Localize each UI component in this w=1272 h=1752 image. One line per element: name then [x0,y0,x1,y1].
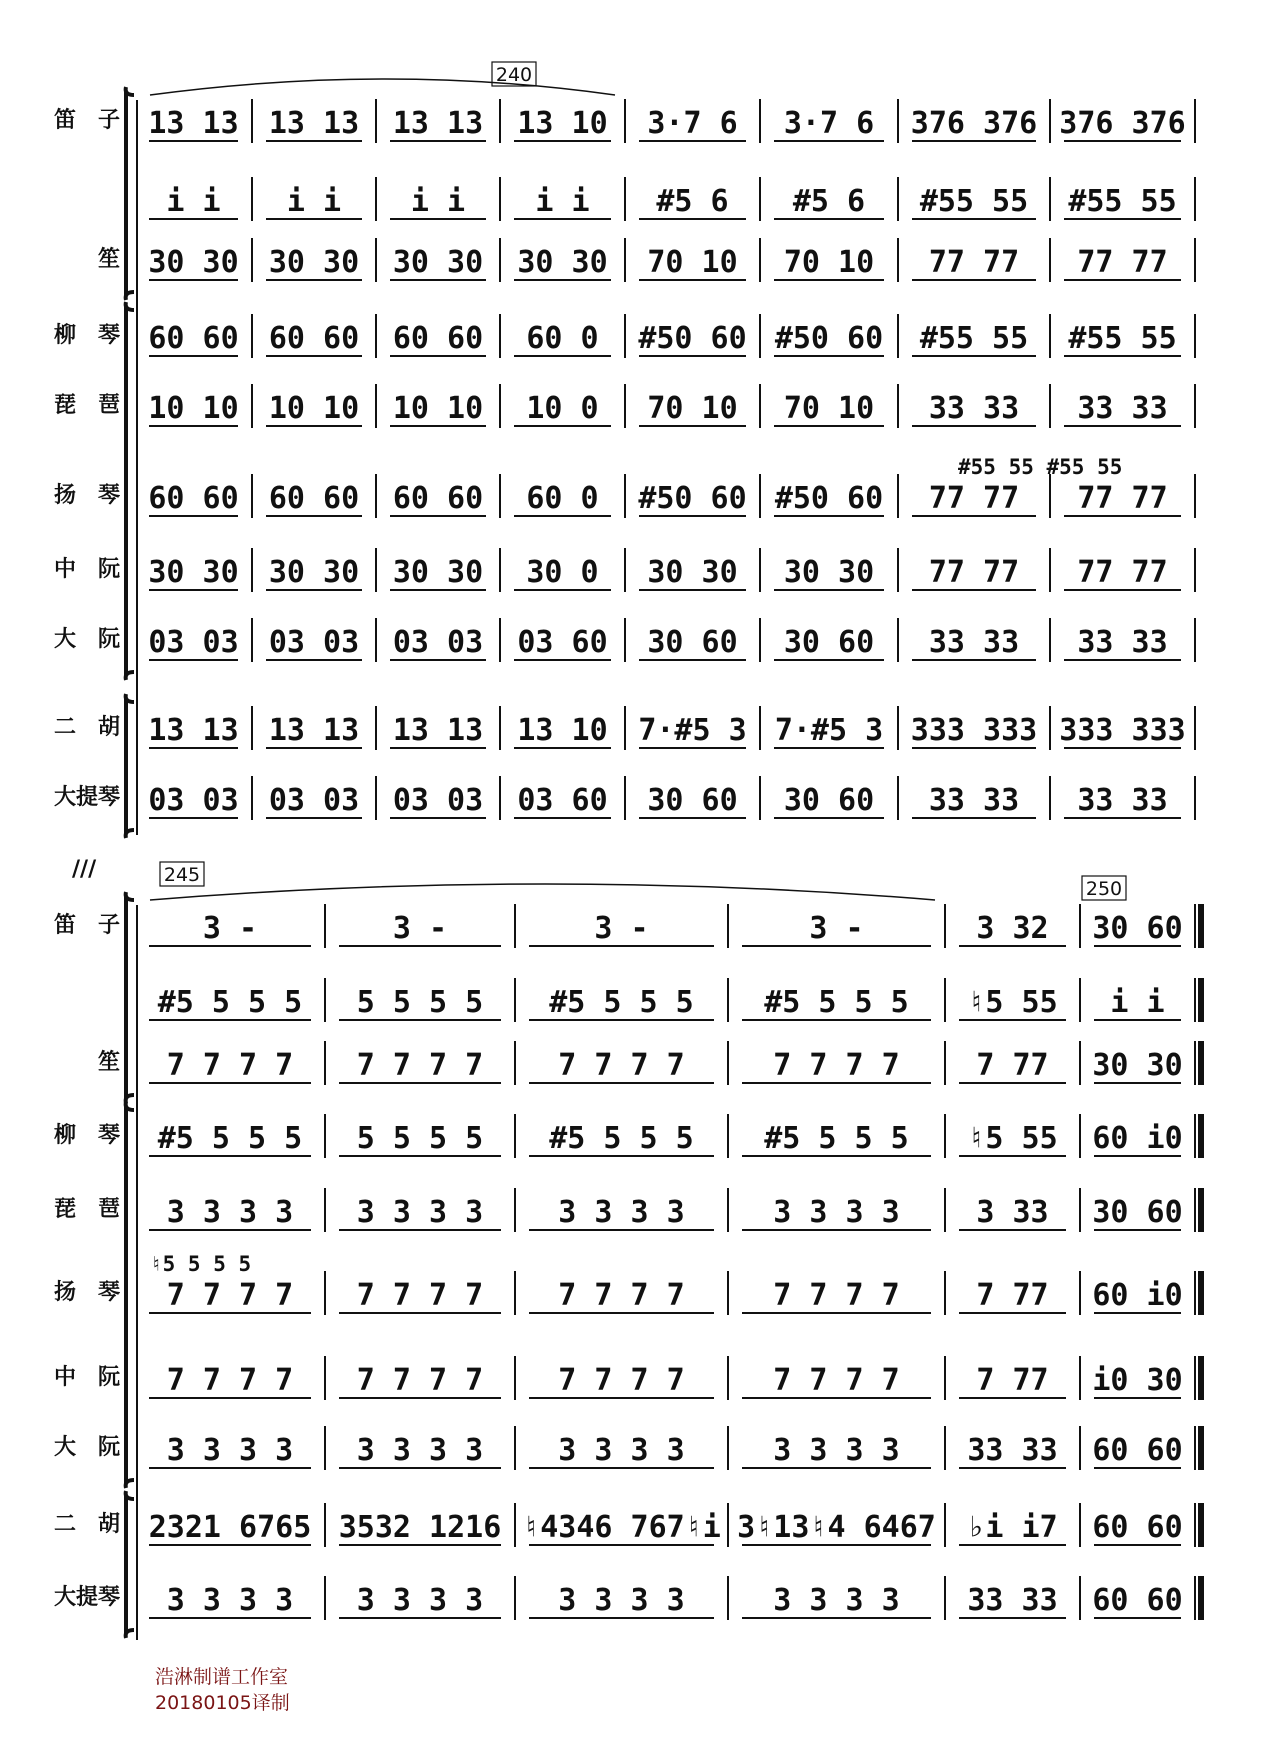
note-group: 3 3 3 3 [356,1433,484,1468]
note-group: 7 77 [976,1363,1049,1398]
note-group: 60 60 [392,481,484,516]
instrument-label: 大提琴 [53,785,120,810]
note-group: 13 13 [268,106,360,141]
note-group: 3 - [594,911,649,946]
note-group: ♮5 55 [967,1121,1058,1156]
note-group: #5 5 5 5 [157,985,303,1020]
note-group: 03 60 [517,625,608,660]
note-group: 3·7 6 [647,106,738,141]
note-group: 60 60 [148,321,239,356]
note-group: 60 60 [1092,1510,1183,1545]
note-group: 3 3 3 3 [166,1583,294,1618]
staff-group-bracket [126,87,134,300]
measure-number: 245 [163,864,201,886]
note-group: 30 30 [1092,1048,1183,1083]
note-group: ♭i i7 [967,1510,1058,1545]
note-group: #55 55 [1068,321,1177,356]
instrument-label: 扬 琴 [53,483,120,508]
note-group: 77 77 [928,555,1020,590]
note-group: #5 5 5 5 [549,985,694,1020]
instrument-label: 琵 琶 [53,393,120,418]
note-group: 333 333 [1059,713,1186,748]
note-group: i i [410,184,466,219]
note-group: 60 60 [1092,1433,1183,1468]
note-group: 60 60 [268,481,360,516]
note-group: 30 30 [268,555,360,590]
note-group: 7 7 7 7 [166,1048,294,1083]
note-group: #5 5 5 5 [764,1121,909,1156]
note-group: i i [166,184,221,219]
note-group: 7·#5 3 [638,713,747,748]
note-group: 7 7 7 7 [773,1278,900,1313]
instrument-label: 大 阮 [53,627,120,652]
note-group: 70 10 [783,391,875,426]
note-group: 33 33 [928,391,1020,426]
note-group: 77 77 [1077,245,1168,280]
note-group: #5 6 [656,184,729,219]
staff-group-bracket [126,892,134,1103]
note-group: 70 10 [783,245,875,280]
note-group: 7 77 [976,1048,1049,1083]
note-group: 3 32 [976,911,1049,946]
note-group: 13 13 [392,106,484,141]
note-group: 30 60 [783,783,875,818]
note-group: 3 3 3 3 [558,1195,685,1230]
note-group: 30 30 [148,555,239,590]
note-group: 33 33 [1077,625,1168,660]
note-group: #5 6 [792,184,866,219]
note-group: 60 60 [392,321,484,356]
note-group: 3 3 3 3 [558,1433,685,1468]
note-group: 7 7 7 7 [166,1278,294,1313]
instrument-label: 笙 [97,1050,120,1075]
note-group: 30 30 [392,245,484,280]
note-group: 03 60 [517,783,608,818]
note-group: 3 3 3 3 [773,1433,900,1468]
instrument-label: 二 胡 [53,715,120,740]
note-group: 70 10 [647,245,738,280]
note-group: 5 5 5 5 [356,985,484,1020]
note-group: #50 60 [638,481,747,516]
measure-number: 250 [1085,878,1123,900]
note-group: 30 0 [526,555,599,590]
note-group: i i [1110,985,1165,1020]
score-decor [126,79,1201,1640]
note-group: 13 10 [517,713,608,748]
note-group: 30 60 [783,625,875,660]
note-group: 03 03 [148,783,239,818]
note-group: 03 03 [148,625,239,660]
note-group: #5 5 5 5 [549,1121,694,1156]
note-group: 3 3 3 3 [773,1583,900,1618]
note-group: i0 30 [1092,1363,1183,1398]
note-group: #50 60 [774,481,884,516]
note-group: 3 - [202,911,258,946]
note-group: 3 - [392,911,448,946]
note-group: 30 30 [783,555,875,590]
note-group: 7 7 7 7 [773,1048,900,1083]
note-group: 3 3 3 3 [356,1195,484,1230]
note-group: 30 60 [1092,911,1183,946]
note-group: 60 0 [526,481,599,516]
note-group: ♮4346 767♮i [522,1510,721,1545]
note-group: 376 376 [910,106,1038,141]
note-group: 33 33 [1077,391,1168,426]
instrument-label: 笙 [97,247,120,272]
note-group: 3♮13♮4 6467 [737,1510,936,1545]
note-group: 3 3 3 3 [558,1583,685,1618]
note-group: 13 10 [517,106,608,141]
note-group: 77 77 [928,245,1020,280]
note-group: 33 33 [928,783,1020,818]
note-group: 60 60 [1092,1583,1183,1618]
note-group: 30 30 [268,245,360,280]
note-group: 30 60 [1092,1195,1183,1230]
note-group: #50 60 [774,321,884,356]
note-group: 10 0 [526,391,599,426]
note-group: 7 7 7 7 [773,1363,900,1398]
note-group: 7 7 7 7 [356,1048,484,1083]
instrument-label: 笛 子 [53,913,120,938]
note-group: 3 3 3 3 [356,1583,484,1618]
instrument-label: 琵 琶 [53,1197,120,1222]
note-group: ♮5 55 [967,985,1058,1020]
note-group: 13 13 [268,713,360,748]
note-group: 13 13 [392,713,484,748]
note-group: 2321 6765 [148,1510,312,1545]
note-group: 3·7 6 [783,106,875,141]
note-group: #55 55 [919,184,1029,219]
staff-group-bracket [126,1491,134,1638]
phrase-slur [150,79,615,95]
instrument-label: 大 阮 [53,1435,120,1460]
note-group: #5 5 5 5 [157,1121,303,1156]
note-group: 7 7 7 7 [166,1363,294,1398]
system-break-mark: /// [72,857,97,882]
note-group: 10 10 [392,391,484,426]
note-group: 33 33 [1077,783,1168,818]
note-group: #50 60 [638,321,747,356]
note-group: i i [535,184,590,219]
instrument-label: 柳 琴 [53,1123,120,1148]
note-group: 13 13 [148,713,239,748]
note-group: 77 77 [928,481,1020,516]
note-group: 03 03 [268,783,360,818]
note-group: 3 3 3 3 [166,1433,294,1468]
note-group: 33 33 [928,625,1020,660]
instrument-label: 中 阮 [53,557,120,582]
instrument-label: 柳 琴 [53,323,120,348]
note-group: 376 376 [1059,106,1186,141]
note-group: 30 30 [148,245,239,280]
note-group: 30 30 [647,555,738,590]
credit-studio: 浩淋制谱工作室 [155,1666,289,1688]
note-group: 30 60 [647,783,738,818]
note-group: 333 333 [910,713,1038,748]
note-group: 7 7 7 7 [558,1363,685,1398]
note-group: 33 33 [967,1433,1058,1468]
note-group: 10 10 [148,391,239,426]
note-group: 3 3 3 3 [166,1195,294,1230]
note-group: 7 7 7 7 [558,1278,685,1313]
instrument-label: 二 胡 [53,1512,120,1537]
instrument-label: 扬 琴 [53,1280,120,1305]
note-group: 60 i0 [1092,1278,1183,1313]
note-group: i i [286,184,342,219]
note-group: 5 5 5 5 [356,1121,484,1156]
note-group: 60 0 [526,321,599,356]
note-group: 3 33 [976,1195,1049,1230]
note-group: 7 7 7 7 [356,1363,484,1398]
note-group: 7 7 7 7 [356,1278,484,1313]
note-group: 30 30 [392,555,484,590]
note-group: #55 55 [1068,184,1177,219]
note-group: 7 77 [976,1278,1049,1313]
note-group: 03 03 [392,625,484,660]
note-group: #55 55 [919,321,1029,356]
note-group: 77 77 [1077,555,1168,590]
upper-voice-notes: ♮5 5 5 5 [150,1252,252,1276]
instrument-label: 大提琴 [53,1585,120,1610]
staff-group-bracket [126,302,134,680]
staff-group-bracket [126,694,134,838]
note-group: 60 i0 [1092,1121,1183,1156]
note-group: 30 60 [647,625,738,660]
instrument-label: 中 阮 [53,1365,120,1390]
upper-voice-notes: #55 55 #55 55 [958,455,1123,479]
credit-date: 20180105译制 [155,1692,290,1714]
note-group: 03 03 [268,625,360,660]
note-group: 7·#5 3 [774,713,884,748]
note-group: 70 10 [647,391,738,426]
note-group: 10 10 [268,391,360,426]
note-group: 3 - [809,911,864,946]
note-group: 03 03 [392,783,484,818]
staff-group-bracket [126,1102,134,1488]
instrument-label: 笛 子 [53,108,120,133]
note-group: 30 30 [517,245,608,280]
note-area [148,106,1185,1618]
note-group: 60 60 [148,481,239,516]
note-group: 3 3 3 3 [773,1195,900,1230]
note-group: 77 77 [1077,481,1168,516]
note-group: 3532 1216 [338,1510,502,1545]
note-group: #5 5 5 5 [764,985,909,1020]
note-group: 7 7 7 7 [558,1048,685,1083]
measure-number: 240 [495,64,533,86]
note-group: 60 60 [268,321,360,356]
note-group: 33 33 [967,1583,1058,1618]
note-group: 13 13 [148,106,239,141]
phrase-slur [150,884,935,900]
